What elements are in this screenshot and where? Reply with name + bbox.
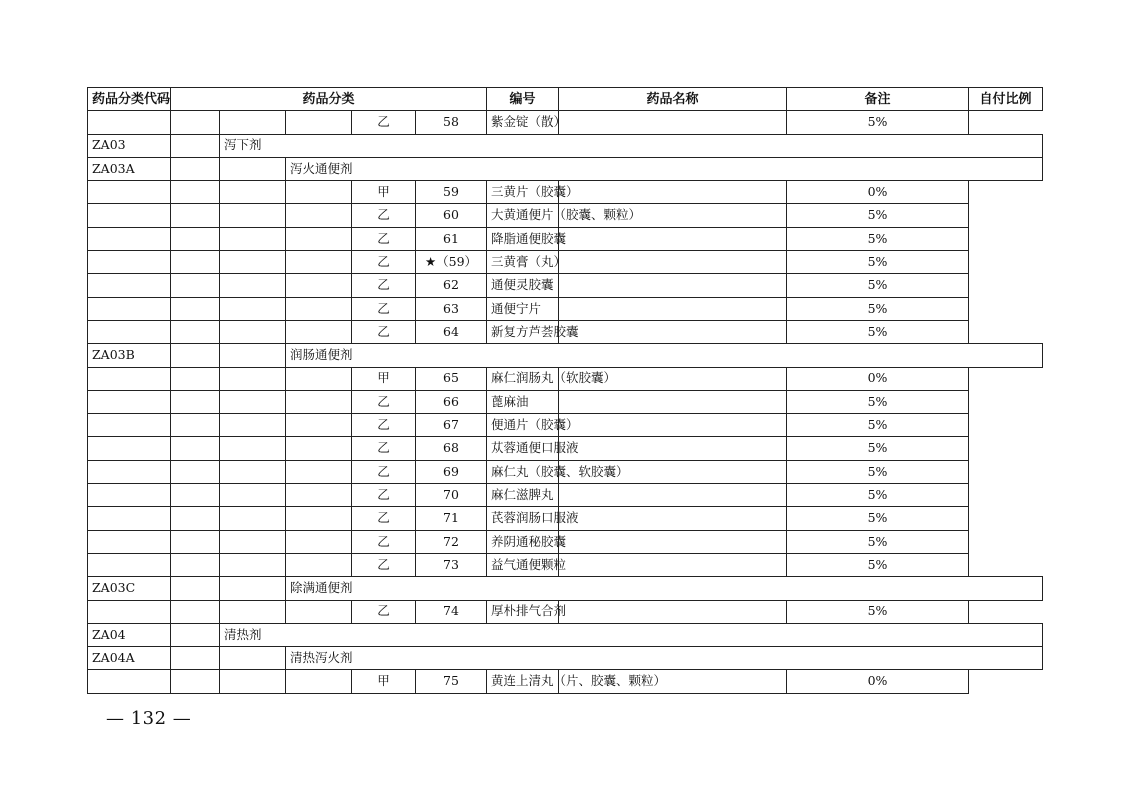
drug-list-table — [87, 87, 1043, 694]
subcategory-label-cell: 润肠通便剂 — [286, 344, 1043, 367]
level1-cell — [171, 111, 220, 134]
table-body — [88, 111, 1043, 693]
grade-cell: 甲 — [352, 181, 416, 204]
drug-row — [88, 460, 1043, 483]
level1-cell — [171, 320, 220, 343]
number-cell: 75 — [416, 670, 487, 693]
ratio-cell: 5% — [787, 437, 969, 460]
drug-name-cell: 通便灵胶囊 — [487, 274, 559, 297]
blank-cell — [171, 623, 220, 646]
blank-cell — [220, 157, 286, 180]
code-cell — [88, 274, 171, 297]
grade-cell: 乙 — [352, 274, 416, 297]
grade-cell: 乙 — [352, 437, 416, 460]
blank-cell — [171, 577, 220, 600]
grade-cell: 乙 — [352, 390, 416, 413]
level3-cell — [286, 367, 352, 390]
level3-cell — [286, 553, 352, 576]
header-code: 药品分类代码 — [88, 88, 171, 111]
remark-cell — [559, 390, 787, 413]
drug-name-cell: 麻仁滋脾丸 — [487, 484, 559, 507]
level2-cell — [220, 390, 286, 413]
drug-name-cell: 三黄片（胶囊） — [487, 181, 559, 204]
remark-cell — [559, 251, 787, 274]
level2-cell — [220, 204, 286, 227]
table-header-row — [88, 88, 1043, 111]
drug-name-cell: 紫金锭（散） — [487, 111, 559, 134]
drug-row — [88, 297, 1043, 320]
number-cell: 61 — [416, 227, 487, 250]
header-name: 药品名称 — [559, 88, 787, 111]
ratio-cell: 5% — [787, 507, 969, 530]
code-cell — [88, 297, 171, 320]
category-row — [88, 134, 1043, 157]
level2-cell — [220, 414, 286, 437]
level1-cell — [171, 437, 220, 460]
subcategory-label-cell: 除满通便剂 — [286, 577, 1043, 600]
ratio-cell: 5% — [787, 297, 969, 320]
number-cell: 60 — [416, 204, 487, 227]
number-cell: 71 — [416, 507, 487, 530]
subcategory-label-cell: 清热泻火剂 — [286, 647, 1043, 670]
drug-name-cell: 降脂通便胶囊 — [487, 227, 559, 250]
level1-cell — [171, 204, 220, 227]
blank-cell — [220, 577, 286, 600]
number-cell: 63 — [416, 297, 487, 320]
ratio-cell: 5% — [787, 227, 969, 250]
drug-name-cell: 新复方芦荟胶囊 — [487, 320, 559, 343]
level3-cell — [286, 320, 352, 343]
grade-cell: 乙 — [352, 297, 416, 320]
code-cell — [88, 204, 171, 227]
category-row — [88, 623, 1043, 646]
level3-cell — [286, 437, 352, 460]
ratio-cell: 5% — [787, 251, 969, 274]
level3-cell — [286, 460, 352, 483]
remark-cell — [559, 553, 787, 576]
grade-cell: 甲 — [352, 367, 416, 390]
code-cell — [88, 251, 171, 274]
code-cell — [88, 181, 171, 204]
level1-cell — [171, 274, 220, 297]
number-cell: 73 — [416, 553, 487, 576]
level3-cell — [286, 600, 352, 623]
ratio-cell: 5% — [787, 204, 969, 227]
grade-cell: 乙 — [352, 553, 416, 576]
category-label-cell: 清热剂 — [220, 623, 1043, 646]
level2-cell — [220, 460, 286, 483]
drug-name-cell: 三黄膏（丸） — [487, 251, 559, 274]
blank-cell — [220, 344, 286, 367]
drug-row — [88, 670, 1043, 693]
header-remark: 备注 — [787, 88, 969, 111]
code-cell — [88, 670, 171, 693]
level3-cell — [286, 670, 352, 693]
drug-name-cell: 厚朴排气合剂 — [487, 600, 559, 623]
number-cell: 69 — [416, 460, 487, 483]
drug-row — [88, 251, 1043, 274]
drug-name-cell: 黄连上清丸（片、胶囊、颗粒） — [487, 670, 559, 693]
remark-cell — [559, 111, 787, 134]
ratio-cell: 5% — [787, 111, 969, 134]
number-cell: 62 — [416, 274, 487, 297]
level2-cell — [220, 670, 286, 693]
grade-cell: 乙 — [352, 600, 416, 623]
code-cell — [88, 460, 171, 483]
subcategory-code-cell: ZA03C — [88, 577, 171, 600]
code-cell — [88, 600, 171, 623]
drug-name-cell: 大黄通便片（胶囊、颗粒） — [487, 204, 559, 227]
number-cell: 64 — [416, 320, 487, 343]
drug-row — [88, 414, 1043, 437]
level1-cell — [171, 530, 220, 553]
level3-cell — [286, 111, 352, 134]
subcategory-code-cell: ZA03A — [88, 157, 171, 180]
grade-cell: 乙 — [352, 460, 416, 483]
ratio-cell: 0% — [787, 181, 969, 204]
category-label-cell: 泻下剂 — [220, 134, 1043, 157]
blank-cell — [171, 344, 220, 367]
code-cell — [88, 111, 171, 134]
level3-cell — [286, 274, 352, 297]
code-cell — [88, 227, 171, 250]
level1-cell — [171, 367, 220, 390]
level1-cell — [171, 227, 220, 250]
code-cell — [88, 320, 171, 343]
remark-cell — [559, 530, 787, 553]
level3-cell — [286, 390, 352, 413]
drug-row — [88, 390, 1043, 413]
code-cell — [88, 390, 171, 413]
ratio-cell: 5% — [787, 414, 969, 437]
code-cell — [88, 553, 171, 576]
level1-cell — [171, 460, 220, 483]
header-category: 药品分类 — [171, 88, 487, 111]
level3-cell — [286, 507, 352, 530]
level2-cell — [220, 484, 286, 507]
level1-cell — [171, 414, 220, 437]
number-cell: 74 — [416, 600, 487, 623]
level3-cell — [286, 251, 352, 274]
level1-cell — [171, 390, 220, 413]
level2-cell — [220, 274, 286, 297]
subcategory-code-cell: ZA04A — [88, 647, 171, 670]
level3-cell — [286, 181, 352, 204]
level3-cell — [286, 297, 352, 320]
drug-name-cell: 益气通便颗粒 — [487, 553, 559, 576]
level3-cell — [286, 414, 352, 437]
level2-cell — [220, 181, 286, 204]
ratio-cell: 5% — [787, 460, 969, 483]
level2-cell — [220, 320, 286, 343]
category-code-cell: ZA04 — [88, 623, 171, 646]
drug-row — [88, 553, 1043, 576]
number-cell: 67 — [416, 414, 487, 437]
number-cell: 59 — [416, 181, 487, 204]
grade-cell: 乙 — [352, 414, 416, 437]
subcategory-row — [88, 647, 1043, 670]
drug-row — [88, 484, 1043, 507]
level1-cell — [171, 181, 220, 204]
code-cell — [88, 367, 171, 390]
number-cell: 70 — [416, 484, 487, 507]
drug-row — [88, 181, 1043, 204]
ratio-cell: 0% — [787, 367, 969, 390]
drug-name-cell: 蓖麻油 — [487, 390, 559, 413]
drug-name-cell: 养阴通秘胶囊 — [487, 530, 559, 553]
blank-cell — [171, 647, 220, 670]
level2-cell — [220, 227, 286, 250]
ratio-cell: 5% — [787, 484, 969, 507]
level2-cell — [220, 437, 286, 460]
remark-cell — [559, 484, 787, 507]
level3-cell — [286, 530, 352, 553]
level1-cell — [171, 553, 220, 576]
subcategory-row — [88, 157, 1043, 180]
grade-cell: 乙 — [352, 227, 416, 250]
remark-cell — [559, 507, 787, 530]
category-code-cell: ZA03 — [88, 134, 171, 157]
grade-cell: 乙 — [352, 320, 416, 343]
drug-row — [88, 111, 1043, 134]
level1-cell — [171, 670, 220, 693]
level3-cell — [286, 484, 352, 507]
drug-row — [88, 600, 1043, 623]
drug-name-cell: 苁蓉通便口服液 — [487, 437, 559, 460]
drug-row — [88, 227, 1043, 250]
grade-cell: 乙 — [352, 111, 416, 134]
remark-cell — [559, 297, 787, 320]
level2-cell — [220, 553, 286, 576]
drug-row — [88, 437, 1043, 460]
level2-cell — [220, 111, 286, 134]
grade-cell: 乙 — [352, 204, 416, 227]
grade-cell: 甲 — [352, 670, 416, 693]
number-cell: 72 — [416, 530, 487, 553]
code-cell — [88, 437, 171, 460]
grade-cell: 乙 — [352, 484, 416, 507]
drug-row — [88, 274, 1043, 297]
grade-cell: 乙 — [352, 507, 416, 530]
ratio-cell: 5% — [787, 390, 969, 413]
level3-cell — [286, 227, 352, 250]
level1-cell — [171, 251, 220, 274]
number-cell: ★（59） — [416, 251, 487, 274]
remark-cell — [559, 600, 787, 623]
drug-name-cell: 麻仁丸（胶囊、软胶囊） — [487, 460, 559, 483]
remark-cell — [559, 181, 787, 204]
drug-row — [88, 507, 1043, 530]
number-cell: 58 — [416, 111, 487, 134]
code-cell — [88, 530, 171, 553]
ratio-cell: 5% — [787, 320, 969, 343]
level2-cell — [220, 297, 286, 320]
level2-cell — [220, 367, 286, 390]
subcategory-row — [88, 344, 1043, 367]
level2-cell — [220, 507, 286, 530]
remark-cell — [559, 227, 787, 250]
subcategory-code-cell: ZA03B — [88, 344, 171, 367]
level1-cell — [171, 507, 220, 530]
grade-cell: 乙 — [352, 530, 416, 553]
remark-cell — [559, 437, 787, 460]
ratio-cell: 5% — [787, 553, 969, 576]
code-cell — [88, 484, 171, 507]
remark-cell — [559, 414, 787, 437]
level1-cell — [171, 297, 220, 320]
blank-cell — [220, 647, 286, 670]
header-ratio: 自付比例 — [969, 88, 1043, 111]
ratio-cell: 5% — [787, 530, 969, 553]
blank-cell — [171, 134, 220, 157]
level1-cell — [171, 484, 220, 507]
level2-cell — [220, 530, 286, 553]
drug-name-cell: 便通片（胶囊） — [487, 414, 559, 437]
code-cell — [88, 507, 171, 530]
code-cell — [88, 414, 171, 437]
number-cell: 66 — [416, 390, 487, 413]
drug-row — [88, 530, 1043, 553]
drug-name-cell: 芪蓉润肠口服液 — [487, 507, 559, 530]
drug-row — [88, 320, 1043, 343]
header-number: 编号 — [487, 88, 559, 111]
level2-cell — [220, 251, 286, 274]
page-number: — 132 — — [106, 708, 192, 729]
ratio-cell: 5% — [787, 600, 969, 623]
ratio-cell: 0% — [787, 670, 969, 693]
subcategory-row — [88, 577, 1043, 600]
remark-cell — [559, 320, 787, 343]
level1-cell — [171, 600, 220, 623]
blank-cell — [171, 157, 220, 180]
level3-cell — [286, 204, 352, 227]
grade-cell: 乙 — [352, 251, 416, 274]
drug-row — [88, 204, 1043, 227]
number-cell: 65 — [416, 367, 487, 390]
number-cell: 68 — [416, 437, 487, 460]
drug-row — [88, 367, 1043, 390]
subcategory-label-cell: 泻火通便剂 — [286, 157, 1043, 180]
remark-cell — [559, 274, 787, 297]
ratio-cell: 5% — [787, 274, 969, 297]
level2-cell — [220, 600, 286, 623]
drug-name-cell: 通便宁片 — [487, 297, 559, 320]
drug-name-cell: 麻仁润肠丸（软胶囊） — [487, 367, 559, 390]
